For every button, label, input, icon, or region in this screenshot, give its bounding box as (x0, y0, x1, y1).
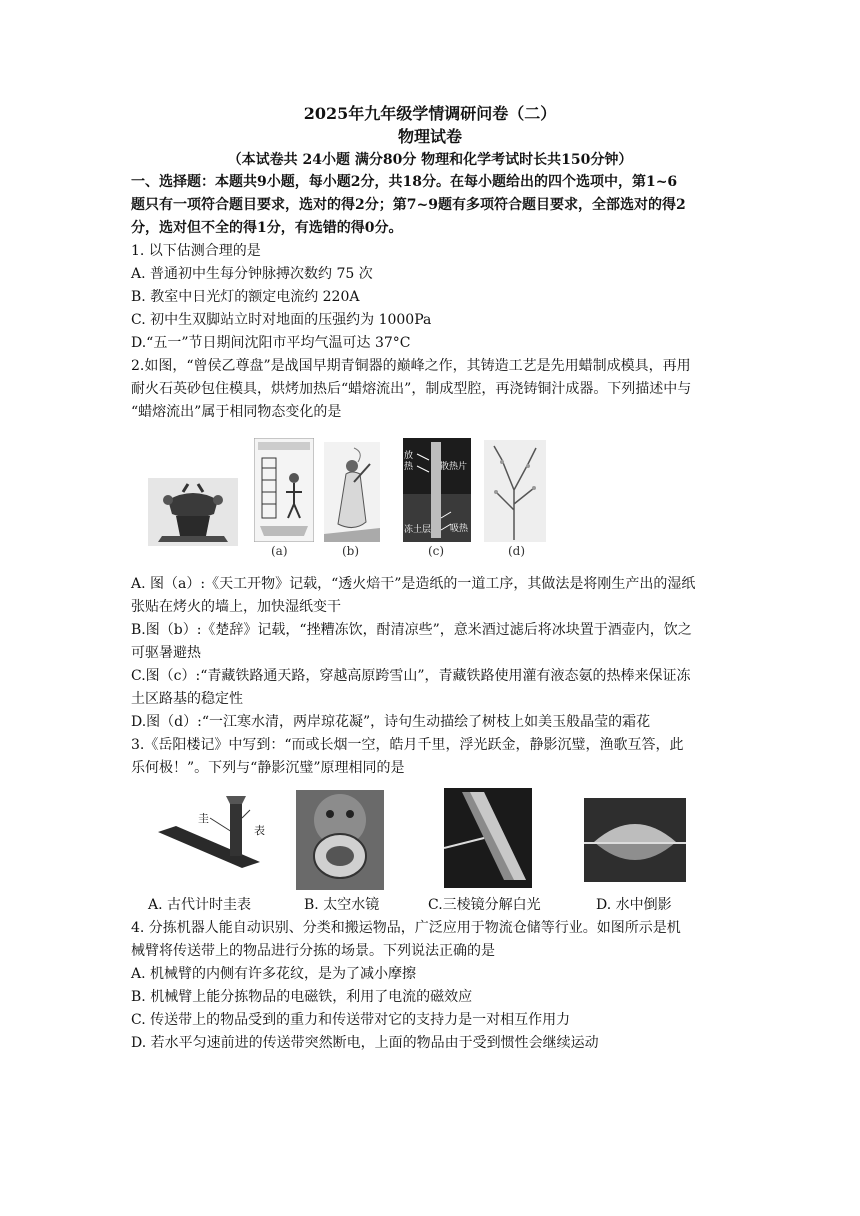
page-title: 2025年九年级学情调研问卷（二） (303, 104, 557, 123)
q4-option-b: B. 机械臂上能分拣物品的电磁铁，利用了电流的磁效应 (131, 989, 473, 1005)
q4-option-a: A. 机械臂的内侧有许多花纹，是为了减小摩擦 (131, 966, 417, 982)
q2-option-a-1: A. 图（a）:《天工开物》记载，“透火焙干”是造纸的一道工序，其做法是将刚生产出的湿纸 (131, 576, 696, 592)
q3-stem-2: 乐何极！”。下列与“静影沉璧”原理相同的是 (131, 760, 405, 776)
bronze-vessel-image (148, 478, 238, 546)
q2-option-a-2: 张贴在烤火的墙上，加快湿纸变干 (131, 599, 341, 615)
page-subtitle: 物理试卷 (397, 127, 462, 146)
reflection-image (584, 798, 686, 882)
figure-a-papermaking (254, 438, 314, 542)
q4-stem-1: 4. 分拣机器人能自动识别、分类和搬运物品，广泛应用于物流仓储等行业。如图所示是机 (131, 920, 681, 936)
q2-stem-2: 耐火石英砂包住模具，烘烤加热后“蜡熔流出”，制成型腔，再浇铸铜汁成器。下列描述中与 (131, 381, 692, 397)
prism-image (444, 788, 532, 888)
exam-note: （本试卷共 24小题 满分80分 物理和化学考试时长共150分钟） (227, 152, 633, 168)
q4-stem-2: 械臂将传送带上的物品进行分拣的场景。下列说法正确的是 (131, 943, 495, 959)
space-water-lens-image (296, 790, 384, 890)
figure-d-label: (d) (508, 544, 526, 558)
figure-c-absorb-heat-label: 吸热 (450, 524, 469, 534)
gnomon-biao-label: 表 (254, 824, 265, 837)
gnomon-image (150, 792, 270, 868)
q3-option-a: A. 古代计时圭表 (148, 897, 252, 913)
figure-a-label: (a) (271, 544, 288, 558)
q3-option-d: D. 水中倒影 (596, 897, 672, 913)
q2-option-c-1: C.图（c）:“青藏铁路通天路，穿越高原跨雪山”，青藏铁路使用灌有液态氨的热棒来保证冻 (131, 668, 691, 684)
section-instructions-3: 分，选对但不全的得1分，有选错的得0分。 (131, 220, 403, 236)
q1-stem: 1. 以下估测合理的是 (131, 243, 261, 259)
figure-d-frost-branches (484, 440, 546, 542)
q2-stem-1: 2.如图，“曾侯乙尊盘”是战国早期青铜器的巅峰之作，其铸造工艺是先用蜡制成模具，再用 (131, 358, 691, 374)
q1-option-d: D.“五一”节日期间沈阳市平均气温可达 37°C (131, 335, 411, 351)
figure-c-label: (c) (428, 544, 445, 558)
figure-c-permafrost-label: 冻土层 (404, 525, 432, 535)
figure-b-label: (b) (342, 544, 360, 558)
figure-b-figure (324, 442, 380, 542)
q2-option-c-2: 土区路基的稳定性 (131, 691, 243, 707)
q4-option-c: C. 传送带上的物品受到的重力和传送带对它的支持力是一对相互作用力 (131, 1012, 571, 1028)
q3-stem-1: 3.《岳阳楼记》中写到：“而或长烟一空，皓月千里，浮光跃金，静影沉璧，渔歌互答，此 (131, 737, 684, 753)
q1-option-c: C. 初中生双脚站立时对地面的压强约为 1000Pa (131, 312, 432, 328)
q2-option-b-2: 可驱暑避热 (131, 645, 201, 661)
q3-option-c: C.三棱镜分解白光 (428, 897, 541, 913)
q2-stem-3: “蜡熔流出”属于相同物态变化的是 (131, 404, 342, 420)
q1-option-b: B. 教室中日光灯的额定电流约 220A (131, 289, 360, 305)
q4-option-d: D. 若水平匀速前进的传送带突然断电，上面的物品由于受到惯性会继续运动 (131, 1035, 599, 1051)
q2-option-d: D.图（d）:“一江寒水清，两岸琼花凝”，诗句生动描绘了树枝上如美玉般晶莹的霜花 (131, 714, 651, 730)
figure-c-release-heat-label: 放热 (404, 451, 414, 472)
q1-option-a: A. 普通初中生每分钟脉搏次数约 75 次 (131, 266, 373, 282)
gnomon-gui-label: 圭 (198, 812, 209, 825)
section-instructions-1: 一、选择题：本题共9小题，每小题2分，共18分。在每小题给出的四个选项中，第1~6 (131, 174, 678, 190)
figure-c-radiator-label: 散热片 (440, 462, 468, 472)
q3-option-b: B. 太空水镜 (304, 897, 380, 913)
q2-option-b-1: B.图（b）:《楚辞》记载，“挫糟冻饮，酎清凉些”，意米酒过滤后将冰块置于酒壶内，饮之 (131, 622, 692, 638)
section-instructions-2: 题只有一项符合题目要求，选对的得2分；第7~9题有多项符合题目要求，全部选对的得2 (131, 197, 686, 213)
